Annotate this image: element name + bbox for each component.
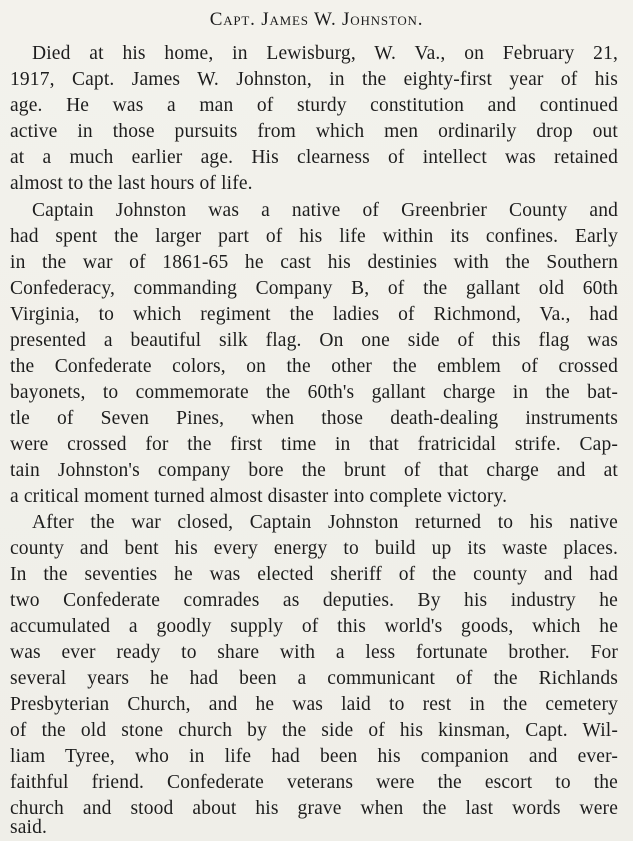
text-line: in the war of 1861-65 he cast his destinies with the Southern <box>10 252 618 273</box>
text-line: several years he had been a communicant of the Richlands <box>10 668 618 689</box>
text-line: two Confederate comrades as deputies. By his industry he <box>10 590 618 611</box>
text-line: were crossed for the first time in that fratricidal strife. Cap- <box>10 434 618 455</box>
text-line: was ever ready to share with a less fortunate brother. For <box>10 642 618 663</box>
text-line: of the old stone church by the side of his kinsman, Capt. Wil- <box>10 720 618 741</box>
text-line: church and stood about his grave when the last words were <box>10 798 618 819</box>
text-line: had spent the larger part of his life within its confines. Early <box>10 226 618 247</box>
text-line: a critical moment turned almost disaster into complete victory. <box>10 486 508 507</box>
text-line: tain Johnston's company bore the brunt of that charge and at <box>10 460 618 481</box>
text-line: age. He was a man of sturdy constitution and continued <box>10 95 618 116</box>
text-line: Confederacy, commanding Company B, of the gallant old 60th <box>10 278 618 299</box>
text-line: tle of Seven Pines, when those death-dealing instruments <box>10 408 618 429</box>
text-line: 1917, Capt. James W. Johnston, in the eighty-first year of his <box>10 69 618 90</box>
text-line: the Confederate colors, on the other the emblem of crossed <box>10 356 618 377</box>
text-line: Captain Johnston was a native of Greenbrier County and <box>32 200 618 221</box>
text-line: In the seventies he was elected sheriff of the county and had <box>10 564 618 585</box>
text-line: liam Tyree, who in life had been his companion and ever- <box>10 746 618 767</box>
text-line: faithful friend. Confederate veterans were the escort to the <box>10 772 618 793</box>
text-line: active in those pursuits from which men ordinarily drop out <box>10 121 618 142</box>
text-line: Presbyterian Church, and he was laid to rest in the cemetery <box>10 694 618 715</box>
text-line: county and bent his every energy to build up its waste places. <box>10 538 618 559</box>
text-line: Died at his home, in Lewisburg, W. Va., on February 21, <box>32 43 618 64</box>
text-line: almost to the last hours of life. <box>10 173 253 194</box>
text-line: said. <box>10 817 48 838</box>
text-line: at a much earlier age. His clearness of intellect was retained <box>10 147 618 168</box>
article-title: Capt. James W. Johnston. <box>209 9 424 30</box>
text-line: bayonets, to commemorate the 60th's gallant charge in the bat- <box>10 382 618 403</box>
text-line: accumulated a goodly supply of this world's goods, which he <box>10 616 618 637</box>
text-line: presented a beautiful silk flag. On one side of this flag was <box>10 330 618 351</box>
text-line: Virginia, to which regiment the ladies of Richmond, Va., had <box>10 304 618 325</box>
text-line: After the war closed, Captain Johnston returned to his native <box>32 512 618 533</box>
